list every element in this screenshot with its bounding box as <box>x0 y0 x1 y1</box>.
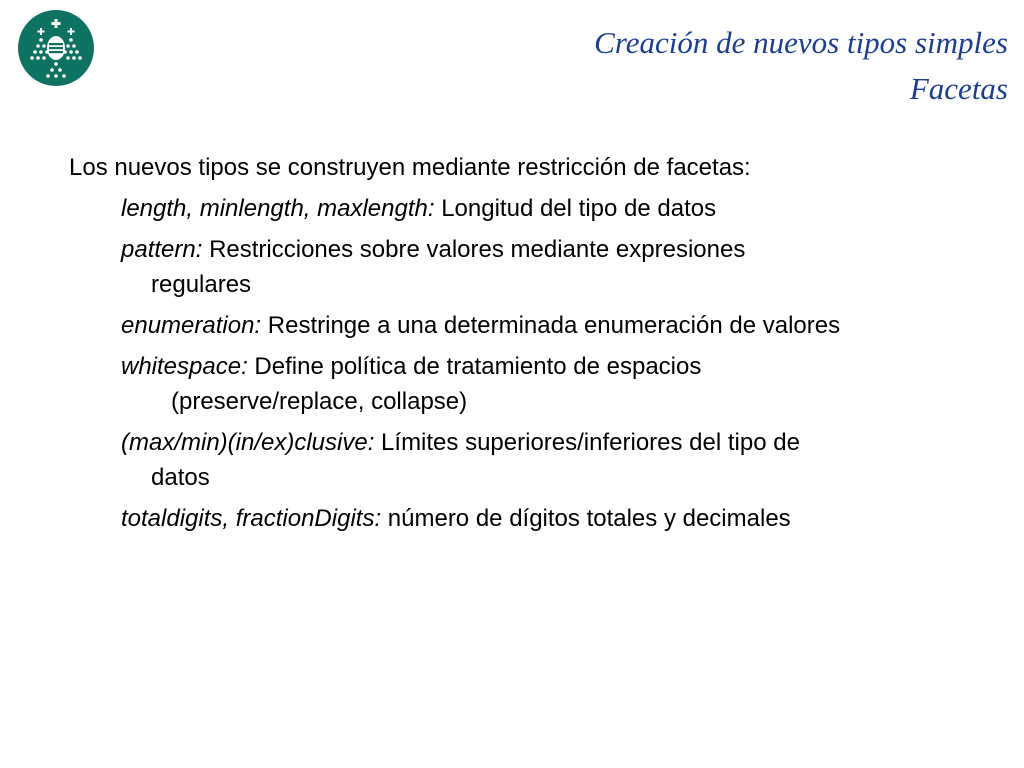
facet-item-digits <box>121 501 999 536</box>
university-crest-icon <box>18 10 94 86</box>
facet-desc: Límites superiores/inferiores del tipo de <box>381 429 800 456</box>
facet-item-whitespace <box>121 349 999 419</box>
facet-item-enumeration <box>121 308 999 343</box>
facet-desc: Restringe a una determinada enumeración de valores <box>267 312 841 339</box>
facet-term: enumeration: <box>121 312 262 339</box>
facet-item-inclusive-exclusive <box>121 425 999 495</box>
facet-desc-continued: datos <box>151 464 210 491</box>
facet-desc: Longitud del tipo de datos <box>441 195 717 222</box>
slide-title <box>594 20 1008 112</box>
facet-desc: número de dígitos totales y decimales <box>387 505 791 532</box>
slide-content <box>69 150 999 542</box>
facet-term: (max/min)(in/ex)clusive: <box>121 429 375 456</box>
facet-term: pattern: <box>121 236 203 263</box>
facet-term: whitespace: <box>121 353 248 380</box>
facet-term: totaldigits, fractionDigits: <box>121 505 382 532</box>
intro-text: Los nuevos tipos se construyen mediante restricción de facetas: <box>69 154 751 181</box>
facet-desc-continued: (preserve/replace, collapse) <box>171 388 468 415</box>
facet-term: length, minlength, maxlength: <box>121 195 435 222</box>
facet-item-pattern <box>121 232 999 302</box>
facet-desc: Restricciones sobre valores mediante expresiones <box>209 236 746 263</box>
title-line-2: Facetas <box>909 71 1008 106</box>
title-line-1: Creación de nuevos tipos simples <box>594 25 1008 60</box>
facet-desc: Define política de tratamiento de espacios <box>254 353 702 380</box>
facet-desc-continued: regulares <box>151 271 252 298</box>
facet-item-length <box>121 191 999 226</box>
